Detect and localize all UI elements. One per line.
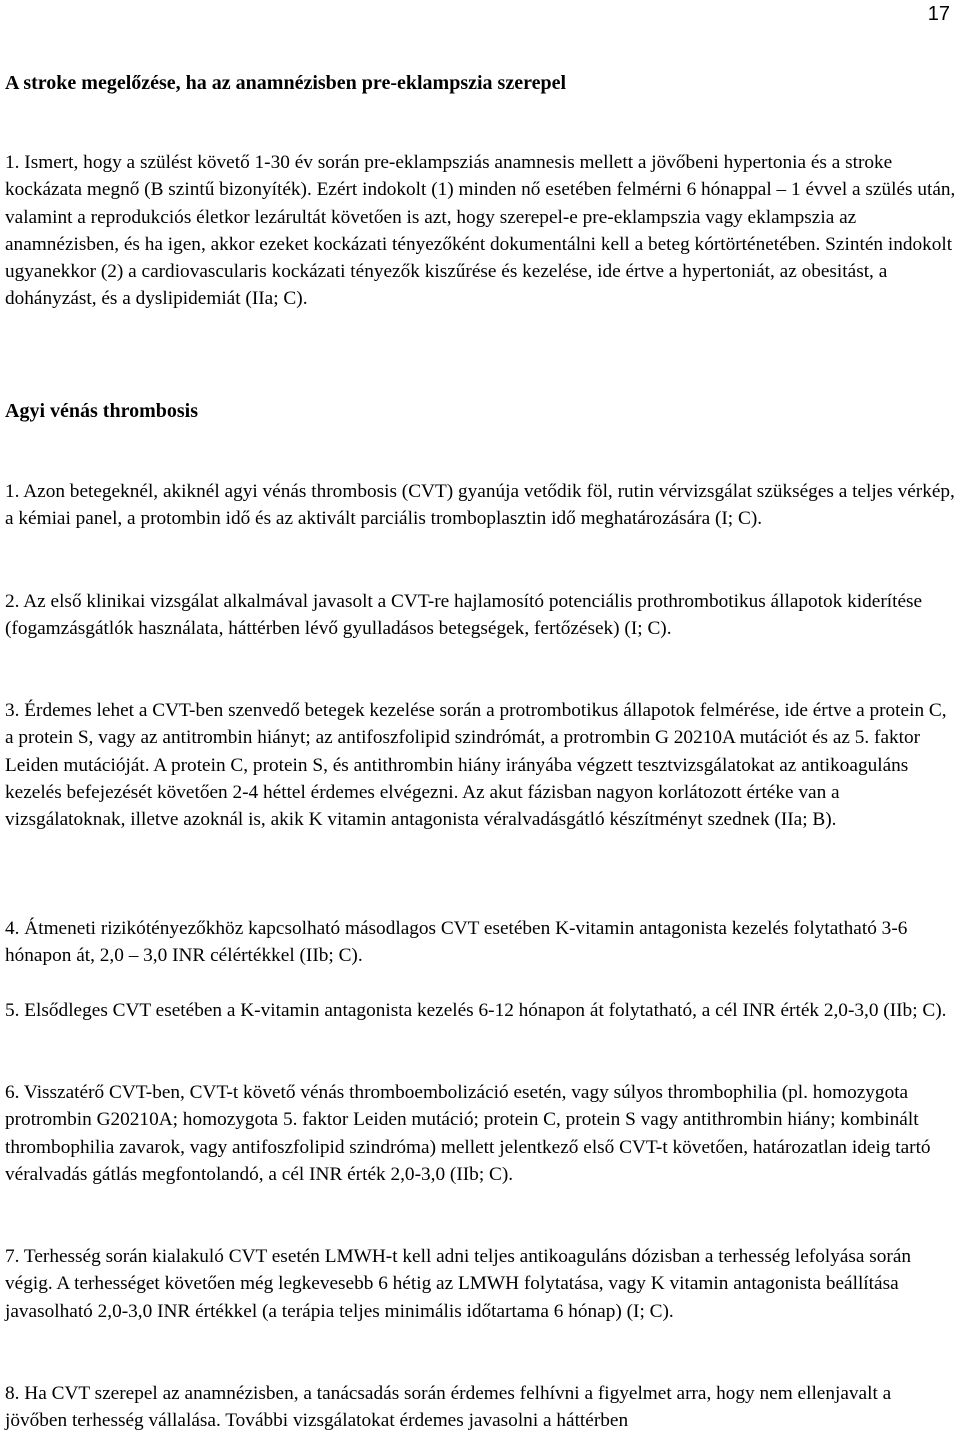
paragraph-stroke-1: 1. Ismert, hogy a szülést követő 1-30 év során pre-eklampsziás anamnesis mellett a jövőbeni hypertonia és a stroke kockázata megnő (B szintű bizonyíték). Ezért indokolt (1) minden nő esetében felmérni 6 hónappal – 1 évvel a szülés után, valamint a reprodukciós életkor lezárultát követően is azt, hogy szerepel-e pre-eklampszia vagy eklampszia az anamnézisben, és ha igen, akkor ezeket kockázati tényezőként dokumentálni kell a beteg kórtörténetében. Szintén indokolt ugyanekkor (2) a cardiovascularis kockázati tényezők kiszűrése és kezelése, ide értve a hypertoniát, az obesitást, a dohányzást, és a dyslipidemiát (IIa; C). (5, 152, 956, 310)
paragraph-cvt-6: 6. Visszatérő CVT-ben, CVT-t követő vénás thromboembolizáció esetén, vagy súlyos thrombophilia (pl. homozygota protrombin G20210A; homozygota 5. faktor Leiden mutáció; protein C, protein S vagy antithrombin hiány; kombinált thrombophilia zavarok, vagy antifoszfolipid szindróma) mellett jelentkező első CVT-t követően, határozatlan ideig tartó véralvadás gátlás megfontolandó, a cél INR érték 2,0-3,0 (IIb; C). (5, 1082, 931, 1185)
paragraph-cvt-3: 3. Érdemes lehet a CVT-ben szenvedő betegek kezelése során a protrombotikus állapotok felmérése, ide értve a protein C, a protein S, vagy az antitrombin hiányt; az antifoszfolipid szindrómát, a protrombin G 20210A mutációt és az 5. faktor Leiden mutációját. A protein C, protein S, és antithrombin hiány irányába végzett tesztvizsgálatokat az antikoaguláns kezelés befejezését követően 2-4 héttel érdemes elvégezni. Az akut fázisban nagyon korlátozott értéke van a vizsgálatoknak, illetve azoknál is, akik K vitamin antagonista véralvadásgátló készítményt szednek (IIa; B). (5, 700, 947, 831)
paragraph-cvt-4: 4. Átmeneti rizikótényezőkhöz kapcsolható másodlagos CVT esetében K-vitamin antagonista kezelés folytatható 3-6 hónapon át, 2,0 – 3,0 INR célértékkel (IIb; C). (5, 918, 908, 967)
paragraph-cvt-8: 8. Ha CVT szerepel az anamnézisben, a tanácsadás során érdemes felhívni a figyelmet arra, hogy nem ellenjavalt a jövőben terhesség vállalása. További vizsgálatokat érdemes javasolni a háttérben (5, 1383, 892, 1432)
page-number: 17 (927, 3, 950, 25)
section-title-stroke-prevention: A stroke megelőzése, ha az anamnézisben pre-eklampszia szerepel (5, 72, 567, 94)
paragraph-cvt-2: 2. Az első klinikai vizsgálat alkalmával javasolt a CVT-re hajlamosító potenciális prothrombotikus állapotok kiderítése (fogamzásgátlók használata, háttérben lévő gyulladásos betegségek, fertőzések) (I; C). (5, 591, 923, 640)
paragraph-cvt-7: 7. Terhesség során kialakuló CVT esetén LMWH-t kell adni teljes antikoaguláns dózisban a terhesség lefolyása során végig. A terhességet követően még legkevesebb 6 hétig az LMWH folytatása, vagy K vitamin antagonista beállítása javasolható 2,0-3,0 INR értékkel (a terápia teljes minimális időtartama 6 hónap) (I; C). (5, 1246, 912, 1322)
paragraph-cvt-1: 1. Azon betegeknél, akiknél agyi vénás thrombosis (CVT) gyanúja vetődik föl, rutin vérvizsgálat szükséges a teljes vérkép, a kémiai panel, a protombin idő és az aktivált parciális tromboplasztin idő meghatározására (I; C). (5, 481, 955, 530)
paragraph-cvt-5: 5. Elsődleges CVT esetében a K-vitamin antagonista kezelés 6-12 hónapon át folytatható, a cél INR érték 2,0-3,0 (IIb; C). (5, 1000, 947, 1021)
section-title-cerebral-venous-thrombosis: Agyi vénás thrombosis (5, 400, 198, 422)
